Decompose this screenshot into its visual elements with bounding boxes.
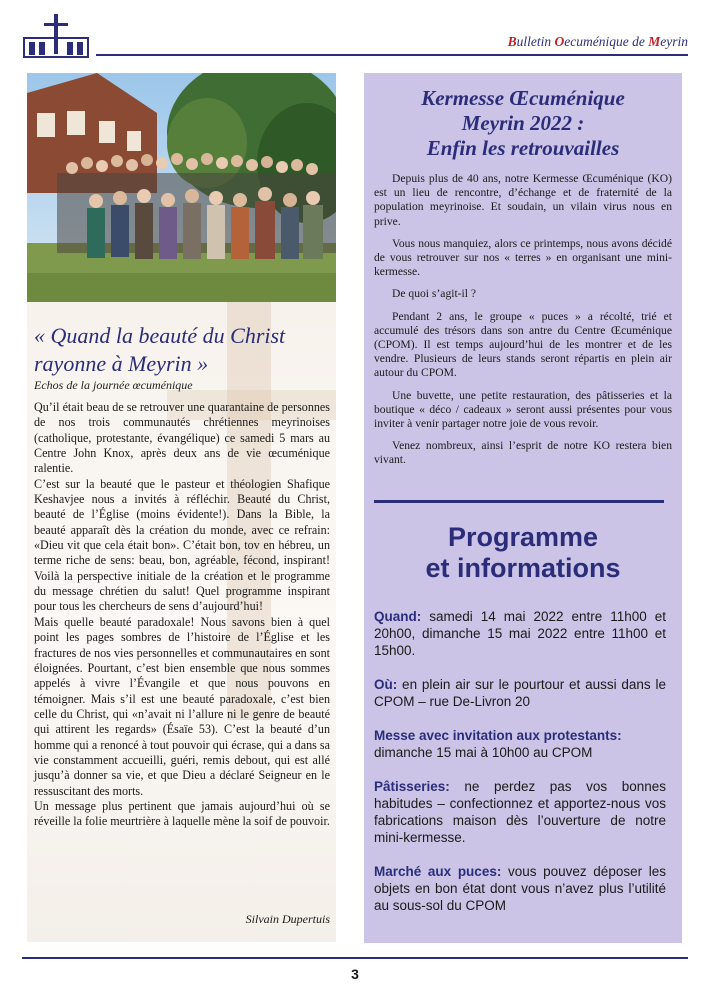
kermesse-paragraph: Venez nombreux, ainsi l’esprit de notre KO restera bien vivant. [374,439,672,467]
article-title-line-2: rayonne à Meyrin » [34,351,209,376]
bulletin-title: Bulletin Oecuménique de Meyrin [507,34,688,49]
info-where: Où: en plein air sur le pourtour et aussi dans le CPOM – rue De-Livron 20 [374,677,666,709]
kermesse-title-line-2: Meyrin 2022 : [461,111,585,135]
kermesse-paragraph: Depuis plus de 40 ans, notre Kermesse Œcuménique (KO) est un lieu de rencontre, d’échange et de fraternité de la population meyrinoise. Et soudain, un vilain virus nous en prive. [374,172,672,228]
info-flea-market: Marché aux puces: vous pouvez déposer les objets en bon état dont vous n’avez plus l’utilité au sous-sol du CPOM [374,864,666,913]
programme-title-line-2: et informations [425,553,621,583]
header-rule [96,54,688,56]
programme-title-line-1: Programme [447,522,599,552]
kermesse-title [364,86,682,161]
kermesse-paragraph: Vous nous manquiez, alors ce printemps, nous avons décidé de vous retrouver sur nos « terres » en organisant une mini-kermesse. [374,236,672,279]
article-paragraph: Qu’il était beau de se retrouver une quarantaine de personnes de nos trois communautés chrétiennes meyrinoises (catholique, protestante, évangélique) ce samedi 5 mars au Centre John Knox, après deux ans de vie œcuménique ralentie. [34,400,330,476]
info-mass: Messe avec invitation aux protestants: dimanche 15 mai à 10h00 au CPOM [374,728,622,760]
page-number: 3 [351,966,359,982]
article-paragraph: Mais quelle beauté paradoxale! Nous savons bien à quel point les pages sombres de l’histoire de l’Église et les fractures de nos vies personnelles et communautaires en sont éloignées. Pourtant, c’est bien ensemble que nous sommes appelés à vivre l’Évangile et que nous pouvons en témoigner. Mais s’il est une beauté paradoxale, c’est bien celle du Christ, qui «n’avait ni l’allure ni le genre de beauté qui attirent les regards» (Ésaïe 53). C’est la beauté d’un homme qui a renoncé à tout pouvoir qui écrase, qui a dans sa vie constamment accueilli, guéri, remis debout, qui est allé jusqu’à donner sa vie, et que Dieu a déclaré Seigneur en le ressuscitant des morts. [34,614,330,798]
article-signature: Silvain Dupertuis [245,912,330,926]
church-cross-logo-icon [22,14,90,60]
article-paragraph: Un message plus pertinent que jamais aujourd’hui où se réveille la folie meurtrière à laquelle mène la soif de pouvoir. [34,798,330,829]
section-divider [374,500,664,503]
kermesse-title-line-3: Enfin les retrouvailles [426,136,620,160]
programme-info [374,608,666,931]
article-subtitle: Echos de la journée œcuménique [34,378,193,392]
kermesse-paragraph: Pendant 2 ans, le groupe « puces » a récolté, trié et accumulé des trésors dans son antre du Centre Œcuménique (CPOM). Il est temps aujourd’hui de les montrer et de les vendre. Plusieurs de leurs stands seront répartis en plein air autour du CPOM. [374,309,672,380]
article-body [34,400,330,830]
kermesse-body [374,172,672,476]
programme-title [364,522,682,584]
kermesse-paragraph: De quoi s’agit-il ? [392,287,477,301]
article-title [34,322,334,378]
group-photo [27,73,336,302]
kermesse-title-line-1: Kermesse Œcuménique [421,86,625,110]
info-when: Quand: samedi 14 mai 2022 entre 11h00 et 20h00, dimanche 15 mai 2022 entre 11h00 et 15h00. [374,609,666,658]
info-pastries: Pâtisseries: ne perdez pas vos bonnes habitudes – confectionnez et apportez-nous vos fabrications maison dès l’ouverture de notre mini-kermesse. [374,779,666,845]
article-paragraph: C’est sur la beauté que le pasteur et théologien Shafique Keshavjee nous a invités à réfléchir. Beauté du Christ, beauté de l’Église (moins évidente!). Dans la Bible, la beauté apparaît dès la création du monde, avec ce refrain: «Dieu vit que cela était bon». C’était bon, tov en hébreu, un terme riche de sens: beau, bon, agréable, fécond, inspirant! Voilà la perspective initiale de la création et le programme du message chrétien du salut! Quel programme inspirant pour tous les chercheurs de sens d’aujourd’hui! [34,476,330,614]
kermesse-paragraph: Une buvette, une petite restauration, des pâtisseries et la boutique « déco / cadeaux » seront aussi présentes pour vous inviter à venir partager notre joie de vous revoir. [374,388,672,431]
article-title-line-1: « Quand la beauté du Christ [34,323,286,348]
footer-rule [22,957,688,959]
